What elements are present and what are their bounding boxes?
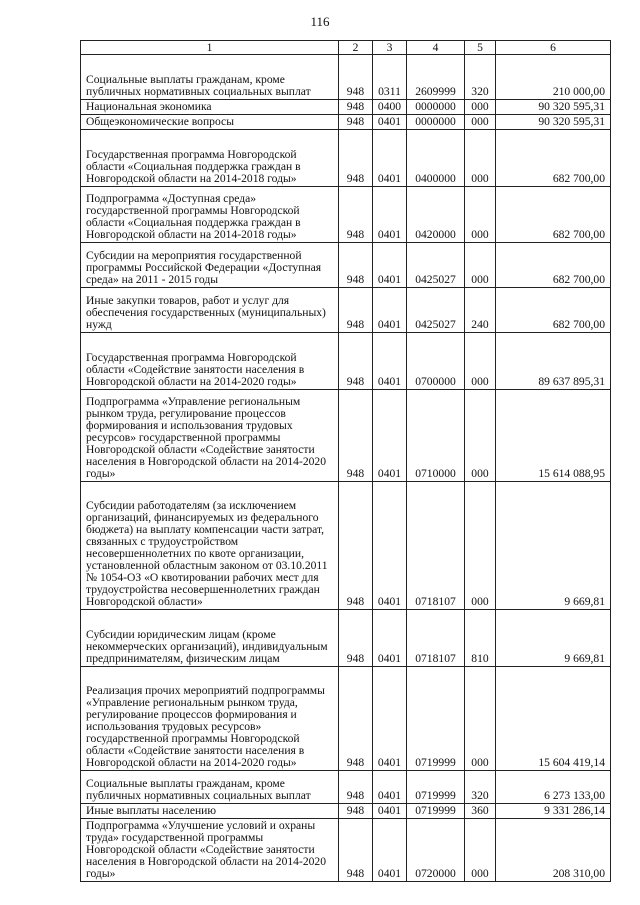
- table-row: [81, 115, 611, 130]
- row-col-5: 320: [465, 55, 496, 100]
- table-row: [81, 482, 611, 610]
- row-col-2: 948: [339, 333, 373, 390]
- row-col-5: 240: [465, 288, 496, 333]
- row-name: Государственная программа Новгородской области «Социальная поддержка граждан в Новгородской области на 2014-2018 годы»: [81, 130, 339, 187]
- row-col-2: 948: [339, 115, 373, 130]
- row-col-3: 0401: [373, 482, 407, 610]
- row-col-2: 948: [339, 243, 373, 288]
- row-col-3: 0401: [373, 610, 407, 667]
- table-row: [81, 243, 611, 288]
- row-amount: 9 331 286,14: [496, 804, 611, 819]
- row-amount: 9 669,81: [496, 610, 611, 667]
- row-col-2: 948: [339, 390, 373, 482]
- row-col-5: 000: [465, 187, 496, 243]
- row-amount: 208 310,00: [496, 819, 611, 882]
- row-col-4: 0000000: [407, 115, 465, 130]
- row-col-5: 360: [465, 804, 496, 819]
- row-col-4: 0719999: [407, 667, 465, 771]
- row-col-2: 948: [339, 482, 373, 610]
- row-col-2: 948: [339, 187, 373, 243]
- table-row: [81, 100, 611, 115]
- row-col-4: 0719999: [407, 771, 465, 804]
- table-row: [81, 771, 611, 804]
- row-col-4: 0719999: [407, 804, 465, 819]
- row-name: Социальные выплаты гражданам, кроме публичных нормативных социальных выплат: [81, 771, 339, 804]
- row-col-3: 0401: [373, 115, 407, 130]
- row-col-4: 0700000: [407, 333, 465, 390]
- row-amount: 15 604 419,14: [496, 667, 611, 771]
- row-amount: 682 700,00: [496, 243, 611, 288]
- page-number: 116: [310, 14, 330, 29]
- row-name: Подпрограмма «Управление региональным рынком труда, регулирование процессов формирования и использования трудовых ресурсов» государственной программы Новгородской области «Содействие занятости населения в Новгородской области на 2014-2020 годы»: [81, 390, 339, 482]
- row-name: Иные закупки товаров, работ и услуг для обеспечения государственных (муниципальных) нужд: [81, 288, 339, 333]
- row-col-4: 2609999: [407, 55, 465, 100]
- row-col-3: 0401: [373, 390, 407, 482]
- row-col-2: 948: [339, 667, 373, 771]
- row-col-3: 0401: [373, 243, 407, 288]
- row-col-4: 0000000: [407, 100, 465, 115]
- row-col-3: 0401: [373, 333, 407, 390]
- row-name: Субсидии работодателям (за исключением организаций, финансируемых из федерального бюджета) на выплату компенсации части затрат, связанных с трудоустройством несовершеннолетних по квоте организации, установленной областным законом от 03.10.2011 № 1054-ОЗ «О квотировании рабочих мест для трудоустройства несовершеннолетних граждан Новгородской области»: [81, 482, 339, 610]
- row-col-3: 0401: [373, 130, 407, 187]
- row-amount: 210 000,00: [496, 55, 611, 100]
- header-col-5: 5: [465, 41, 496, 55]
- row-col-3: 0401: [373, 771, 407, 804]
- row-col-2: 948: [339, 55, 373, 100]
- header-col-2: 2: [339, 41, 373, 55]
- row-col-3: 0311: [373, 55, 407, 100]
- row-col-4: 0425027: [407, 243, 465, 288]
- row-name: Общеэкономические вопросы: [81, 115, 339, 130]
- row-amount: 90 320 595,31: [496, 100, 611, 115]
- row-col-5: 000: [465, 482, 496, 610]
- row-name: Национальная экономика: [81, 100, 339, 115]
- row-col-3: 0401: [373, 667, 407, 771]
- header-col-3: 3: [373, 41, 407, 55]
- table-row: [81, 55, 611, 100]
- row-amount: 15 614 088,95: [496, 390, 611, 482]
- row-col-3: 0401: [373, 187, 407, 243]
- row-col-4: 0718107: [407, 610, 465, 667]
- row-amount: 90 320 595,31: [496, 115, 611, 130]
- row-amount: 682 700,00: [496, 130, 611, 187]
- row-name: Подпрограмма «Улучшение условий и охраны труда» государственной программы Новгородской области «Содействие занятости населения в Новгородской области на 2014-2020 годы»: [81, 819, 339, 882]
- row-col-4: 0425027: [407, 288, 465, 333]
- row-name: Социальные выплаты гражданам, кроме публичных нормативных социальных выплат: [81, 55, 339, 100]
- row-col-2: 948: [339, 819, 373, 882]
- table-row: [81, 819, 611, 882]
- header-col-4: 4: [407, 41, 465, 55]
- row-col-5: 000: [465, 667, 496, 771]
- row-col-2: 948: [339, 130, 373, 187]
- table-row: [81, 288, 611, 333]
- row-name: Государственная программа Новгородской области «Содействие занятости населения в Новгородской области на 2014-2020 годы»: [81, 333, 339, 390]
- row-col-3: 0401: [373, 804, 407, 819]
- row-col-2: 948: [339, 288, 373, 333]
- row-name: Субсидии на мероприятия государственной программы Российской Федерации «Доступная среда» на 2011 - 2015 годы: [81, 243, 339, 288]
- row-col-5: 000: [465, 390, 496, 482]
- row-name: Реализация прочих мероприятий подпрограммы «Управление региональным рынком труда, регулирование процессов формирования и использования трудовых ресурсов» государственной программы Новгородской области «Содействие занятости населения в Новгородской области на 2014-2020 годы»: [81, 667, 339, 771]
- header-col-1: 1: [81, 41, 339, 55]
- table-row: [81, 667, 611, 771]
- row-col-4: 0720000: [407, 819, 465, 882]
- header-col-6: 6: [496, 41, 611, 55]
- row-name: Субсидии юридическим лицам (кроме некоммерческих организаций), индивидуальным предпринимателям, физическим лицам: [81, 610, 339, 667]
- row-amount: 682 700,00: [496, 187, 611, 243]
- row-col-4: 0710000: [407, 390, 465, 482]
- row-amount: 89 637 895,31: [496, 333, 611, 390]
- row-col-3: 0401: [373, 819, 407, 882]
- table-row: [81, 333, 611, 390]
- row-amount: 682 700,00: [496, 288, 611, 333]
- row-amount: 6 273 133,00: [496, 771, 611, 804]
- row-col-5: 000: [465, 100, 496, 115]
- table-row: [81, 390, 611, 482]
- table-row: [81, 804, 611, 819]
- row-col-4: 0718107: [407, 482, 465, 610]
- row-amount: 9 669,81: [496, 482, 611, 610]
- row-col-5: 000: [465, 243, 496, 288]
- row-col-4: 0420000: [407, 187, 465, 243]
- row-col-2: 948: [339, 771, 373, 804]
- table-row: [81, 610, 611, 667]
- row-col-4: 0400000: [407, 130, 465, 187]
- row-col-5: 000: [465, 115, 496, 130]
- row-col-5: 810: [465, 610, 496, 667]
- row-col-5: 000: [465, 130, 496, 187]
- table-header-row: [81, 41, 611, 55]
- row-col-5: 000: [465, 819, 496, 882]
- row-name: Подпрограмма «Доступная среда» государственной программы Новгородской области «Социальная поддержка граждан в Новгородской области на 2014-2018 годы»: [81, 187, 339, 243]
- row-name: Иные выплаты населению: [81, 804, 339, 819]
- row-col-2: 948: [339, 804, 373, 819]
- row-col-5: 000: [465, 333, 496, 390]
- row-col-3: 0400: [373, 100, 407, 115]
- table-row: [81, 130, 611, 187]
- budget-table: [80, 40, 611, 882]
- row-col-5: 320: [465, 771, 496, 804]
- row-col-2: 948: [339, 100, 373, 115]
- row-col-2: 948: [339, 610, 373, 667]
- table-row: [81, 187, 611, 243]
- row-col-3: 0401: [373, 288, 407, 333]
